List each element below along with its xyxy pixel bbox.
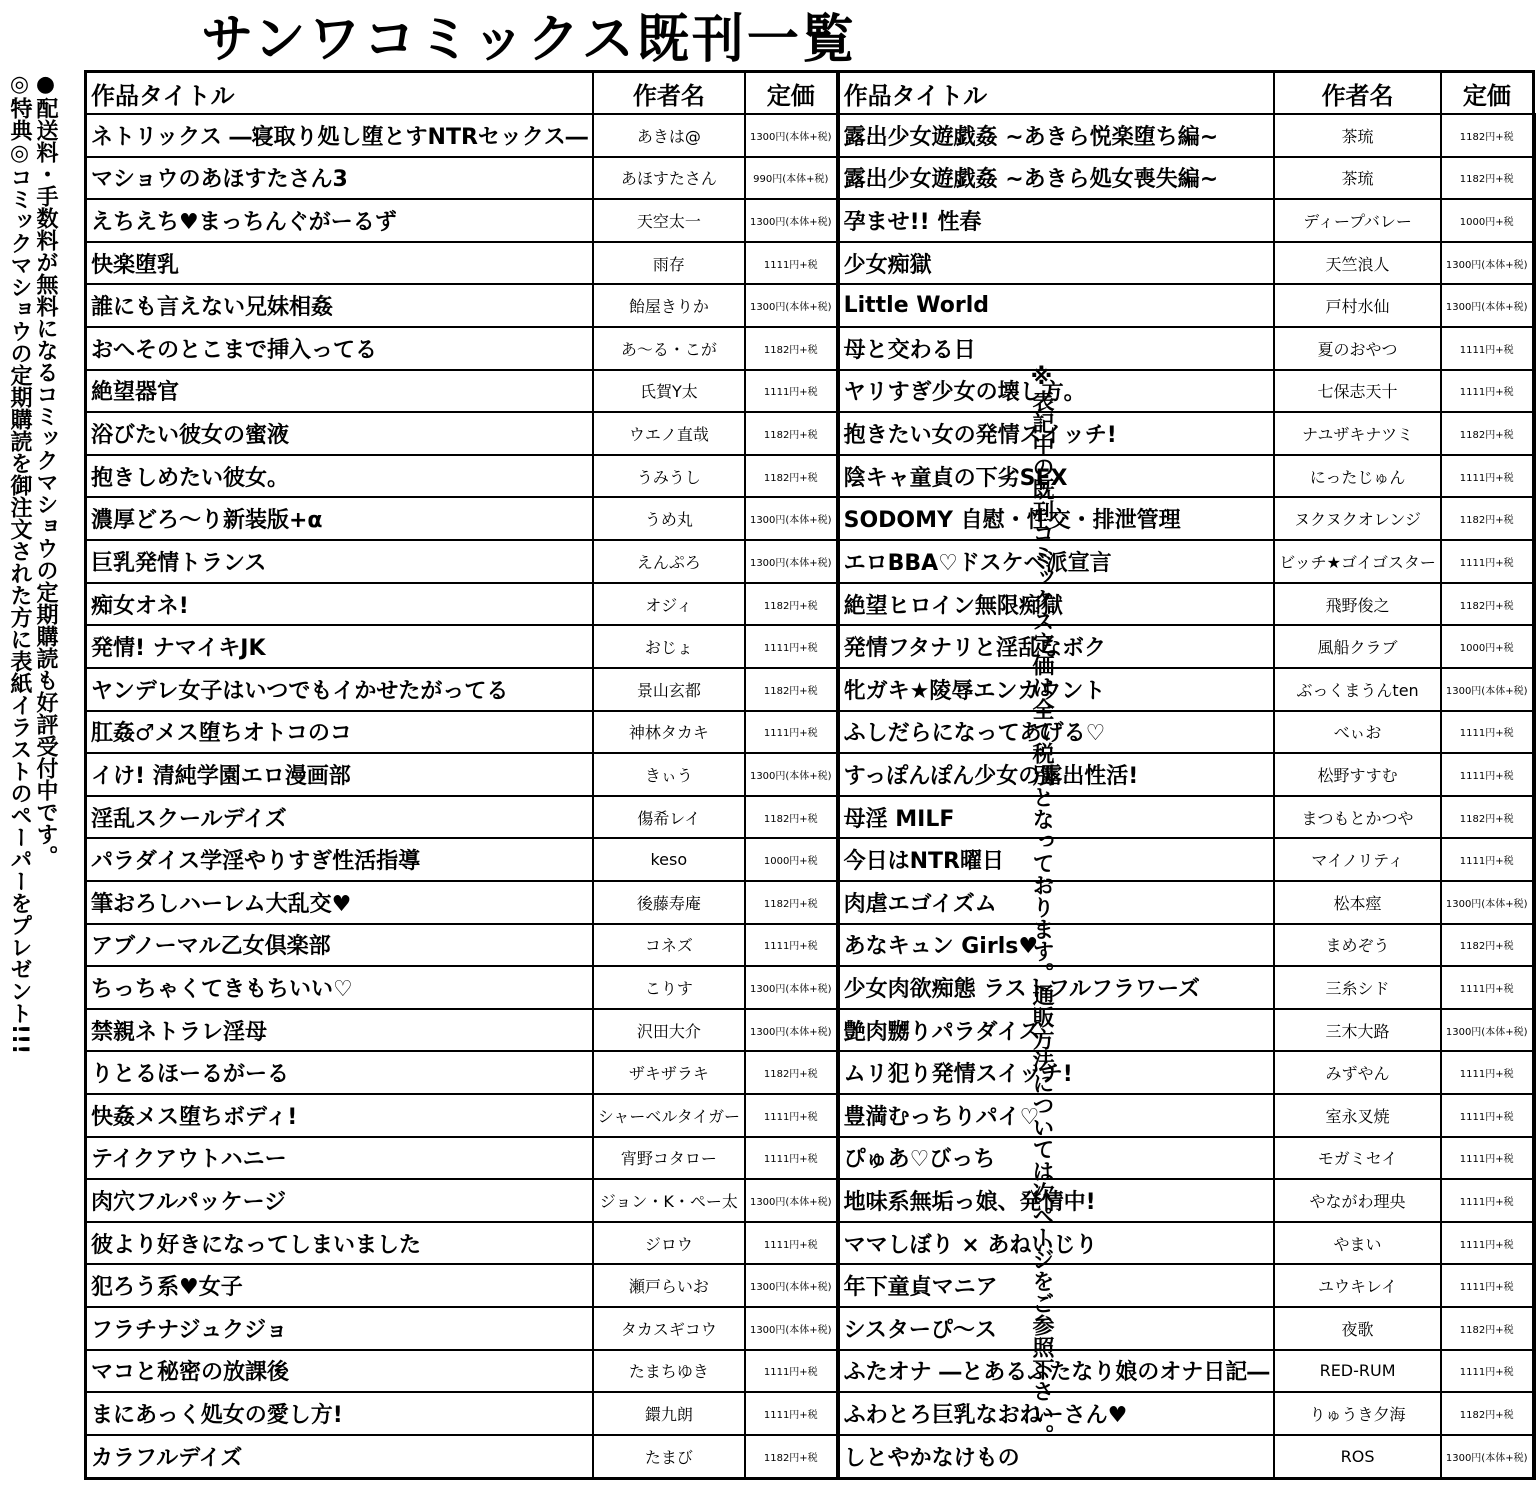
book-title: ふしだらになってあげる♡ [838, 711, 1275, 754]
book-author: ビッチ★ゴイゴスター [1274, 540, 1441, 583]
book-author: ジョン・K・ペー太 [593, 1179, 745, 1222]
book-title: マショウのあほすたさん3 [86, 157, 593, 200]
table-row [86, 1307, 1534, 1350]
book-title: ぴゅあ♡びっち [838, 1137, 1275, 1180]
book-price: 1111円+税 [1441, 1350, 1534, 1393]
book-author: 雨存 [593, 242, 745, 285]
book-price: 1182円+税 [745, 668, 838, 711]
book-author: 景山玄都 [593, 668, 745, 711]
book-price: 1300円(本体+税) [1441, 668, 1534, 711]
table-row [86, 838, 1534, 881]
table-row [86, 1435, 1534, 1479]
book-title: 露出少女遊戯姦 ~あきら処女喪失編~ [838, 157, 1275, 200]
book-title: えちえち♥まっちんぐがーるず [86, 199, 593, 242]
book-price: 1111円+税 [1441, 455, 1534, 498]
table-row [86, 1264, 1534, 1307]
table-row [86, 1094, 1534, 1137]
book-author: 後藤寿庵 [593, 881, 745, 924]
book-author: 天竺浪人 [1274, 242, 1441, 285]
header-price: 定価 [745, 72, 838, 115]
book-price: 1111円+税 [1441, 838, 1534, 881]
book-price: 1300円(本体+税) [745, 114, 838, 157]
book-author: まつもとかつや [1274, 796, 1441, 839]
book-title: ヤンデレ女子はいつでもイかせたがってる [86, 668, 593, 711]
table-row [86, 412, 1534, 455]
book-title: ちっちゃくてきもちいい♡ [86, 966, 593, 1009]
book-author: ぶっくまうんten [1274, 668, 1441, 711]
book-price: 1300円(本体+税) [745, 1264, 838, 1307]
book-title: エロBBA♡ドスケベ派宣言 [838, 540, 1275, 583]
book-author: 沢田大介 [593, 1009, 745, 1052]
book-author: やまい [1274, 1222, 1441, 1265]
book-title: まにあっく処女の愛し方! [86, 1392, 593, 1435]
book-author: あ〜る・こが [593, 327, 745, 370]
book-title: あなキュン Girls♥ [838, 924, 1275, 967]
book-title: 筆おろしハーレム大乱交♥ [86, 881, 593, 924]
book-title: おへそのとこまで挿入ってる [86, 327, 593, 370]
book-author: 七保志天十 [1274, 370, 1441, 413]
book-author: うめ丸 [593, 497, 745, 540]
price-note: ※表記中の既刊コミックス定価は全て税別となっております。通販方法については次ページをご参照下さい。 [1029, 365, 1054, 1446]
book-price: 1182円+税 [745, 455, 838, 498]
book-author: 戸村水仙 [1274, 284, 1441, 327]
table-row [86, 1051, 1534, 1094]
book-title: 犯ろう系♥女子 [86, 1264, 593, 1307]
book-author: 三糸シド [1274, 966, 1441, 1009]
book-price: 1111円+税 [745, 924, 838, 967]
book-author: シャーベルタイガー [593, 1094, 745, 1137]
table-row [86, 284, 1534, 327]
book-title: 絶望ヒロイン無限痴獄 [838, 583, 1275, 626]
table-row [86, 753, 1534, 796]
book-author: 飴屋きりか [593, 284, 745, 327]
book-title: ムリ犯り発情スイッチ! [838, 1051, 1275, 1094]
book-price: 1111円+税 [1441, 1094, 1534, 1137]
table-row [86, 583, 1534, 626]
book-title: 少女痴獄 [838, 242, 1275, 285]
book-price: 1182円+税 [1441, 412, 1534, 455]
book-price: 1111円+税 [1441, 1051, 1534, 1094]
book-title: カラフルデイズ [86, 1435, 593, 1479]
table-row [86, 370, 1534, 413]
book-author: ROS [1274, 1435, 1441, 1479]
book-price: 1111円+税 [745, 1137, 838, 1180]
book-price: 1111円+税 [745, 1350, 838, 1393]
book-title: ヤリすぎ少女の壊し方。 [838, 370, 1275, 413]
book-price: 1300円(本体+税) [745, 199, 838, 242]
book-author: 夜歌 [1274, 1307, 1441, 1350]
table-row [86, 497, 1534, 540]
book-price: 1111円+税 [1441, 1264, 1534, 1307]
book-title: イけ! 清純学園エロ漫画部 [86, 753, 593, 796]
book-title: 母と交わる日 [838, 327, 1275, 370]
book-author: きぃう [593, 753, 745, 796]
book-author: おじょ [593, 625, 745, 668]
table-row [86, 711, 1534, 754]
book-title: りとるほーるがーる [86, 1051, 593, 1094]
book-author: こりす [593, 966, 745, 1009]
book-author: えんぷろ [593, 540, 745, 583]
book-title: 快楽堕乳 [86, 242, 593, 285]
table-row [86, 966, 1534, 1009]
book-price: 1300円(本体+税) [745, 1009, 838, 1052]
book-title: 豊満むっちりパイ♡ [838, 1094, 1275, 1137]
book-title: 発情フタナリと淫乱なボク [838, 625, 1275, 668]
book-author: コネズ [593, 924, 745, 967]
book-author: 松野すすむ [1274, 753, 1441, 796]
book-title: 牝ガキ★陵辱エンカウント [838, 668, 1275, 711]
book-author: 宵野コタロー [593, 1137, 745, 1180]
book-author: keso [593, 838, 745, 881]
book-price: 1182円+税 [745, 1051, 838, 1094]
book-author: 夏のおやつ [1274, 327, 1441, 370]
table-row [86, 1137, 1534, 1180]
table-row [86, 157, 1534, 200]
book-price: 1111円+税 [1441, 1137, 1534, 1180]
book-price: 1300円(本体+税) [1441, 284, 1534, 327]
book-title: 濃厚どろ〜り新装版+α [86, 497, 593, 540]
book-author: ユウキレイ [1274, 1264, 1441, 1307]
book-price: 1111円+税 [1441, 1179, 1534, 1222]
book-price: 1300円(本体+税) [745, 497, 838, 540]
book-price: 1111円+税 [745, 1222, 838, 1265]
book-author: マイノリティ [1274, 838, 1441, 881]
book-price: 1300円(本体+税) [745, 1179, 838, 1222]
book-price: 1182円+税 [1441, 114, 1534, 157]
book-author: オジィ [593, 583, 745, 626]
book-title: フラチナジュクジョ [86, 1307, 593, 1350]
book-price: 1300円(本体+税) [745, 753, 838, 796]
book-title: 年下童貞マニア [838, 1264, 1275, 1307]
table-row [86, 1392, 1534, 1435]
book-price: 1182円+税 [1441, 583, 1534, 626]
header-author: 作者名 [593, 72, 745, 115]
book-author: たまび [593, 1435, 745, 1479]
book-price: 1300円(本体+税) [745, 966, 838, 1009]
table-row [86, 455, 1534, 498]
book-author: 松本痙 [1274, 881, 1441, 924]
book-price: 1000円+税 [1441, 625, 1534, 668]
book-author: にったじゅん [1274, 455, 1441, 498]
book-author: ディープバレー [1274, 199, 1441, 242]
book-title: 絶望器官 [86, 370, 593, 413]
book-title: 禁親ネトラレ淫母 [86, 1009, 593, 1052]
book-price: 1111円+税 [1441, 327, 1534, 370]
book-title: マコと秘密の放課後 [86, 1350, 593, 1393]
left-notes [6, 72, 58, 1492]
book-title: アブノーマル乙女倶楽部 [86, 924, 593, 967]
book-title: しとやかなけもの [838, 1435, 1275, 1479]
book-author: 茶琉 [1274, 157, 1441, 200]
book-author: 風船クラブ [1274, 625, 1441, 668]
book-title: 肉虐エゴイズム [838, 881, 1275, 924]
book-author: モガミセイ [1274, 1137, 1441, 1180]
book-title: 発情! ナマイキJK [86, 625, 593, 668]
book-title: Little World [838, 284, 1275, 327]
table-row [86, 242, 1534, 285]
book-price: 1300円(本体+税) [745, 1307, 838, 1350]
table-row [86, 668, 1534, 711]
book-title: 露出少女遊戯姦 ~あきら悦楽堕ち編~ [838, 114, 1275, 157]
book-title: 今日はNTR曜日 [838, 838, 1275, 881]
header-title: 作品タイトル [86, 72, 593, 115]
header-title: 作品タイトル [838, 72, 1275, 115]
book-price: 1111円+税 [1441, 753, 1534, 796]
book-price: 1182円+税 [1441, 497, 1534, 540]
book-author: ウエノ直哉 [593, 412, 745, 455]
book-price: 1111円+税 [1441, 540, 1534, 583]
book-title: 浴びたい彼女の蜜液 [86, 412, 593, 455]
book-price: 1111円+税 [1441, 370, 1534, 413]
book-author: 傷希レイ [593, 796, 745, 839]
book-title: シスターぴ〜ス [838, 1307, 1275, 1350]
book-author: みずやん [1274, 1051, 1441, 1094]
book-author: RED-RUM [1274, 1350, 1441, 1393]
book-title: 母淫 MILF [838, 796, 1275, 839]
book-author: 室永叉焼 [1274, 1094, 1441, 1137]
book-price: 1111円+税 [1441, 711, 1534, 754]
book-author: 鐶九朗 [593, 1392, 745, 1435]
book-author: あほすたさん [593, 157, 745, 200]
book-price: 1300円(本体+税) [1441, 1435, 1534, 1479]
book-price: 1000円+税 [1441, 199, 1534, 242]
book-title: 艶肉嬲りパラダイス [838, 1009, 1275, 1052]
table-row [86, 796, 1534, 839]
book-price: 1182円+税 [1441, 796, 1534, 839]
book-price: 1182円+税 [1441, 924, 1534, 967]
book-title: 快姦メス堕ちボディ! [86, 1094, 593, 1137]
book-price: 1111円+税 [1441, 1222, 1534, 1265]
book-title: ネトリックス ―寝取り処し堕とすNTRセックス― [86, 114, 593, 157]
book-price: 1182円+税 [1441, 157, 1534, 200]
subscription-note: ●配送料・手数料が無料になるコミックマショウの定期購読も好評受付中です。 [33, 72, 58, 867]
book-price: 1300円(本体+税) [1441, 881, 1534, 924]
book-author: まめぞう [1274, 924, 1441, 967]
book-author: べぃお [1274, 711, 1441, 754]
table-row [86, 327, 1534, 370]
book-price: 1182円+税 [745, 796, 838, 839]
book-title: 肛姦♂メス堕ちオトコのコ [86, 711, 593, 754]
book-title: 抱きしめたい彼女。 [86, 455, 593, 498]
book-price: 1182円+税 [745, 1435, 838, 1479]
book-author: 神林タカキ [593, 711, 745, 754]
book-price: 1111円+税 [1441, 966, 1534, 1009]
book-author: うみうし [593, 455, 745, 498]
book-price: 1182円+税 [745, 881, 838, 924]
table-row [86, 881, 1534, 924]
book-price: 1300円(本体+税) [1441, 1009, 1534, 1052]
book-title: 少女肉欲痴態 ラストフルフラワーズ [838, 966, 1275, 1009]
bonus-note: ◎特典◎コミックマショウの定期購読を御注文された方に表紙イラストのペーパーをプレゼント!!! [7, 72, 32, 1055]
book-price: 1000円+税 [745, 838, 838, 881]
book-title: ふたオナ ―とあるふたなり娘のオナ日記― [838, 1350, 1275, 1393]
book-author: たまちゆき [593, 1350, 745, 1393]
book-title: 痴女オネ! [86, 583, 593, 626]
book-title: テイクアウトハニー [86, 1137, 593, 1180]
table-row [86, 1179, 1534, 1222]
book-price: 1182円+税 [745, 327, 838, 370]
table-row [86, 199, 1534, 242]
book-title: SODOMY 自慰・性交・排泄管理 [838, 497, 1275, 540]
book-price: 1111円+税 [745, 711, 838, 754]
header-price: 定価 [1441, 72, 1534, 115]
book-author: 瀬戸らいお [593, 1264, 745, 1307]
book-title: ママしぼり × あねいじり [838, 1222, 1275, 1265]
book-author: 飛野俊之 [1274, 583, 1441, 626]
book-price: 1111円+税 [745, 370, 838, 413]
page-title: サンワコミックス既刊一覧 [201, 10, 857, 70]
book-price: 1111円+税 [745, 1392, 838, 1435]
table-row [86, 1222, 1534, 1265]
book-title: すっぽんぽん少女の露出性活! [838, 753, 1275, 796]
book-author: やながわ理央 [1274, 1179, 1441, 1222]
book-price: 1182円+税 [1441, 1307, 1534, 1350]
table-row [86, 540, 1534, 583]
header-author: 作者名 [1274, 72, 1441, 115]
book-title: 巨乳発情トランス [86, 540, 593, 583]
table-header-row [86, 72, 1534, 115]
book-title: 淫乱スクールデイズ [86, 796, 593, 839]
book-title: パラダイス学淫やりすぎ性活指導 [86, 838, 593, 881]
book-author: 三木大路 [1274, 1009, 1441, 1052]
catalog-table [84, 70, 1536, 1480]
book-price: 1182円+税 [1441, 1392, 1534, 1435]
table-row [86, 1009, 1534, 1052]
book-title: 誰にも言えない兄妹相姦 [86, 284, 593, 327]
book-author: ヌクヌクオレンジ [1274, 497, 1441, 540]
book-price: 990円(本体+税) [745, 157, 838, 200]
table-row [86, 114, 1534, 157]
book-price: 1182円+税 [745, 412, 838, 455]
book-author: ナユザキナツミ [1274, 412, 1441, 455]
book-title: ふわとろ巨乳なおねーさん♥ [838, 1392, 1275, 1435]
book-author: 氏賀Y太 [593, 370, 745, 413]
book-author: 茶琉 [1274, 114, 1441, 157]
book-title: 孕ませ!! 性春 [838, 199, 1275, 242]
book-title: 陰キャ童貞の下劣SEX [838, 455, 1275, 498]
book-author: ジロウ [593, 1222, 745, 1265]
book-title: 肉穴フルパッケージ [86, 1179, 593, 1222]
book-author: あきは@ [593, 114, 745, 157]
book-price: 1111円+税 [745, 625, 838, 668]
book-author: 天空太一 [593, 199, 745, 242]
book-author: タカスギコウ [593, 1307, 745, 1350]
book-price: 1300円(本体+税) [745, 540, 838, 583]
table-row [86, 625, 1534, 668]
book-title: 地味系無垢っ娘、発情中! [838, 1179, 1275, 1222]
book-title: 抱きたい女の発情スイッチ! [838, 412, 1275, 455]
book-price: 1111円+税 [745, 1094, 838, 1137]
book-price: 1111円+税 [745, 242, 838, 285]
table-row [86, 924, 1534, 967]
book-author: りゅうき夕海 [1274, 1392, 1441, 1435]
book-author: ザキザラキ [593, 1051, 745, 1094]
book-title: 彼より好きになってしまいました [86, 1222, 593, 1265]
book-price: 1300円(本体+税) [745, 284, 838, 327]
table-row [86, 1350, 1534, 1393]
book-price: 1300円(本体+税) [1441, 242, 1534, 285]
book-price: 1182円+税 [745, 583, 838, 626]
